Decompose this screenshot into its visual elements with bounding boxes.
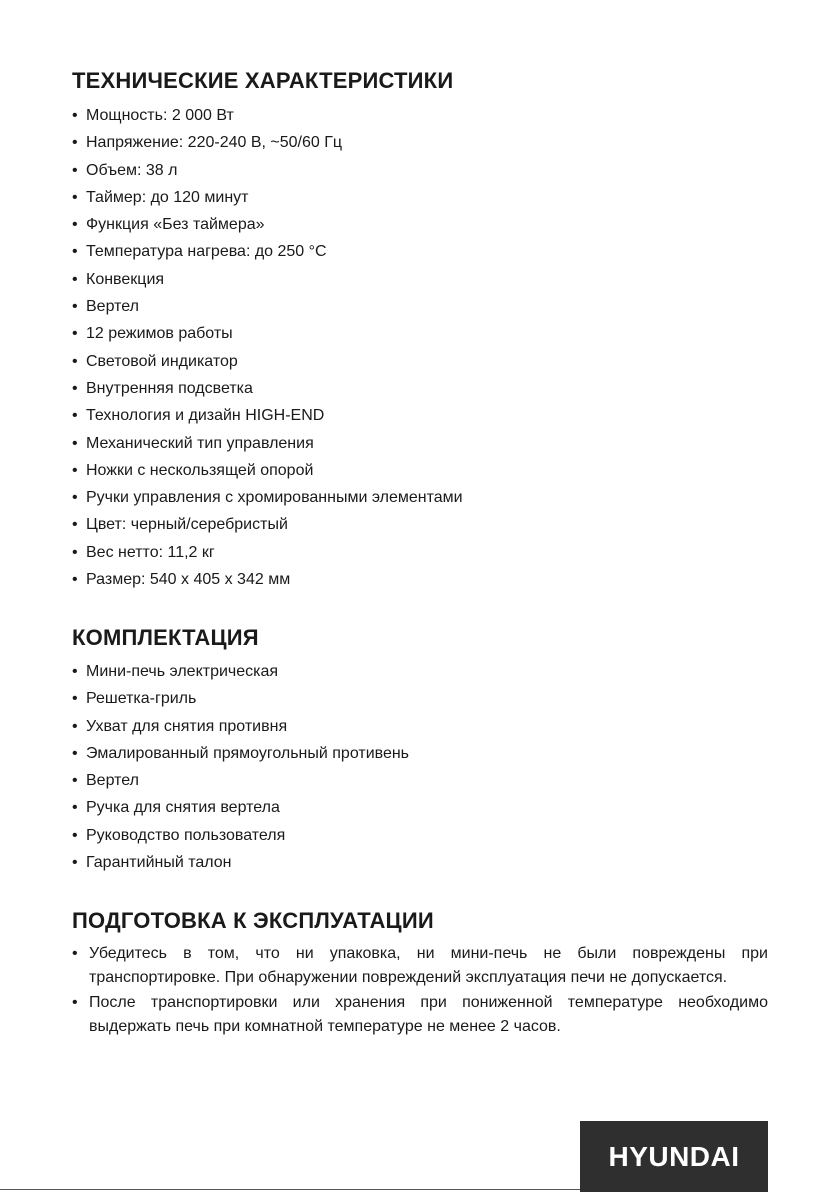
list-item: • Объем: 38 л xyxy=(72,157,768,184)
list-item: • Технология и дизайн HIGH-END xyxy=(72,402,768,429)
list-item: • Ухват для снятия противня xyxy=(72,713,768,740)
list-item: • Конвекция xyxy=(72,266,768,293)
brand-logo xyxy=(580,1121,768,1192)
list-item: • Убедитесь в том, что ни упаковка, ни мини-печь не были повреждены при транспортировке. При обнаружении повреждений эксплуатация печи не допускается. xyxy=(72,942,768,989)
specs-title: ТЕХНИЧЕСКИЕ ХАРАКТЕРИСТИКИ xyxy=(72,68,454,93)
list-item: • Внутренняя подсветка xyxy=(72,375,768,402)
list-item: • Вес нетто: 11,2 кг xyxy=(72,539,768,566)
bottom-divider xyxy=(0,1189,580,1190)
list-item: • 12 режимов работы xyxy=(72,320,768,347)
list-item: • Эмалированный прямоугольный противень xyxy=(72,740,768,767)
brand-logo-text: HYUNDAI xyxy=(608,1140,740,1172)
list-item: • Напряжение: 220-240 В, ~50/60 Гц xyxy=(72,129,768,156)
prep-section xyxy=(72,908,768,1040)
list-item: • Размер: 540 х 405 х 342 мм xyxy=(72,566,768,593)
list-item: • Цвет: черный/серебристый xyxy=(72,511,768,538)
list-item: • Вертел xyxy=(72,293,768,320)
list-item: • Вертел xyxy=(72,767,768,794)
list-item: • Ручка для снятия вертела xyxy=(72,794,768,821)
list-item: • Мини-печь электрическая xyxy=(72,658,768,685)
list-item: • Механический тип управления xyxy=(72,430,768,457)
specs-section xyxy=(72,68,768,593)
list-item: • Ножки с нескользящей опорой xyxy=(72,457,768,484)
list-item: • Функция «Без таймера» xyxy=(72,211,768,238)
list-item: • Таймер: до 120 минут xyxy=(72,184,768,211)
list-item: • Ручки управления с хромированными элементами xyxy=(72,484,768,511)
list-item: • После транспортировки или хранения при пониженной температуре необходимо выдержать печь при комнатной температуре не менее 2 часов. xyxy=(72,991,768,1038)
list-item: • Гарантийный талон xyxy=(72,849,768,876)
kit-title: КОМПЛЕКТАЦИЯ xyxy=(72,625,259,650)
kit-list xyxy=(72,658,768,876)
list-item: • Мощность: 2 000 Вт xyxy=(72,102,768,129)
list-item: • Решетка-гриль xyxy=(72,685,768,712)
list-item: • Световой индикатор xyxy=(72,348,768,375)
list-item: • Руководство пользователя xyxy=(72,822,768,849)
list-item: • Температура нагрева: до 250 °С xyxy=(72,238,768,265)
prep-list xyxy=(72,942,768,1038)
prep-title: ПОДГОТОВКА К ЭКСПЛУАТАЦИИ xyxy=(72,908,434,933)
specs-list xyxy=(72,102,768,593)
kit-section xyxy=(72,625,768,876)
